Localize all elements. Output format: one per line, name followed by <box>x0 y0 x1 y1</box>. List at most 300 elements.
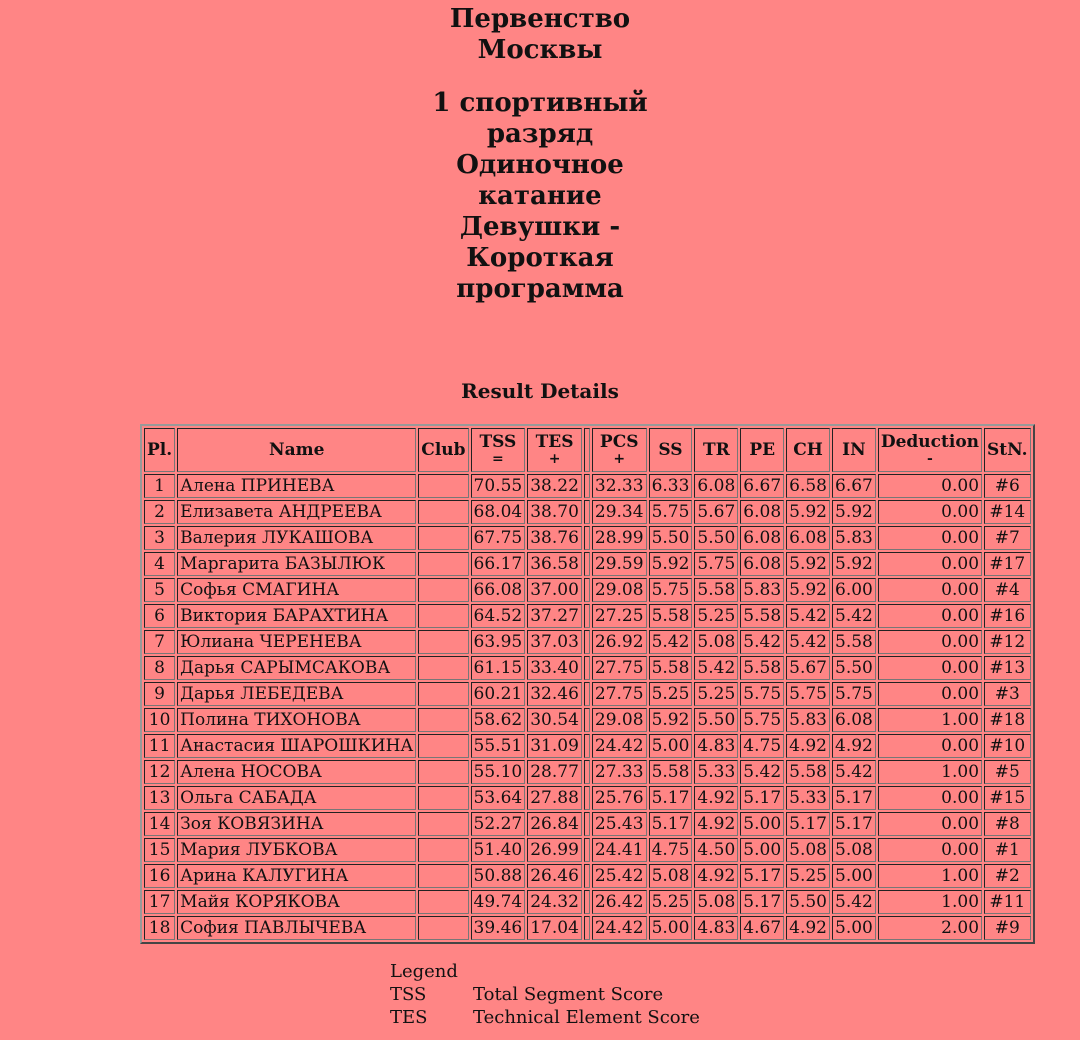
cell-in: 5.00 <box>832 864 876 888</box>
table-row <box>144 916 1031 940</box>
legend-item <box>390 983 700 1006</box>
table-row <box>144 734 1031 758</box>
cell-ch: 5.92 <box>786 578 830 602</box>
cell-pe: 5.17 <box>740 890 784 914</box>
cell-tr: 5.50 <box>694 526 738 550</box>
cell-ss: 5.25 <box>649 890 693 914</box>
table-header-row <box>144 428 1031 472</box>
col-header-tes <box>527 428 582 472</box>
cell-ch: 4.92 <box>786 734 830 758</box>
cell-pcs: 28.99 <box>592 526 647 550</box>
cell-place: 7 <box>144 630 175 654</box>
table-row <box>144 890 1031 914</box>
cell-start-number: #5 <box>984 760 1031 784</box>
col-header-tss <box>471 428 526 472</box>
cell-ss: 5.17 <box>649 786 693 810</box>
cell-in: 5.17 <box>832 786 876 810</box>
cell-start-number: #17 <box>984 552 1031 576</box>
cell-tr: 5.33 <box>694 760 738 784</box>
cell-tss: 68.04 <box>471 500 526 524</box>
cell-pcs: 29.08 <box>592 708 647 732</box>
cell-in: 6.08 <box>832 708 876 732</box>
cell-in: 5.83 <box>832 526 876 550</box>
legend-abbr: TSS <box>390 984 427 1005</box>
cell-tr: 4.92 <box>694 786 738 810</box>
table-row <box>144 630 1031 654</box>
cell-ch: 4.92 <box>786 916 830 940</box>
cell-pcs: 24.41 <box>592 838 647 862</box>
cell-spacer <box>584 734 590 758</box>
cell-pcs: 26.92 <box>592 630 647 654</box>
cell-place: 12 <box>144 760 175 784</box>
table-row <box>144 786 1031 810</box>
cell-tss: 53.64 <box>471 786 526 810</box>
cell-pe: 5.00 <box>740 812 784 836</box>
cell-spacer <box>584 916 590 940</box>
cell-spacer <box>584 708 590 732</box>
cell-ss: 5.50 <box>649 526 693 550</box>
col-header-pcs-operator: + <box>613 451 626 467</box>
cell-spacer <box>584 786 590 810</box>
cell-deduction: 1.00 <box>878 760 982 784</box>
cell-deduction: 0.00 <box>878 838 982 862</box>
cell-name: Виктория БАРАХТИНА <box>177 604 416 628</box>
results-body <box>144 474 1031 940</box>
cell-ch: 5.58 <box>786 760 830 784</box>
cell-club <box>418 552 468 576</box>
cell-club <box>418 656 468 680</box>
cell-pe: 6.08 <box>740 552 784 576</box>
cell-tss: 66.08 <box>471 578 526 602</box>
cell-in: 5.42 <box>832 604 876 628</box>
cell-place: 3 <box>144 526 175 550</box>
cell-pcs: 27.33 <box>592 760 647 784</box>
cell-tss: 52.27 <box>471 812 526 836</box>
cell-tss: 70.55 <box>471 474 526 498</box>
category-title: 1 спортивный разряд Одиночное катание Девушки - Короткая программа <box>432 88 648 304</box>
cell-pe: 5.17 <box>740 864 784 888</box>
cell-name: Софья СМАГИНА <box>177 578 416 602</box>
cell-club <box>418 890 468 914</box>
cell-pe: 5.75 <box>740 682 784 706</box>
cell-spacer <box>584 838 590 862</box>
col-header-deduction-label: Deduction <box>880 432 980 452</box>
cell-deduction: 2.00 <box>878 916 982 940</box>
cell-tes: 30.54 <box>527 708 582 732</box>
cell-place: 6 <box>144 604 175 628</box>
cell-tes: 37.27 <box>527 604 582 628</box>
cell-in: 5.92 <box>832 500 876 524</box>
cell-deduction: 0.00 <box>878 656 982 680</box>
cell-start-number: #14 <box>984 500 1031 524</box>
cell-tr: 5.75 <box>694 552 738 576</box>
col-header-tss-label: TSS <box>479 432 517 452</box>
cell-deduction: 0.00 <box>878 526 982 550</box>
legend-text: Total Segment Score <box>473 984 664 1005</box>
cell-pe: 5.42 <box>740 630 784 654</box>
cell-tes: 38.70 <box>527 500 582 524</box>
col-header-deduction <box>878 428 982 472</box>
col-header-deduction-operator: - <box>927 451 933 467</box>
cell-pcs: 27.75 <box>592 656 647 680</box>
col-header-spacer <box>584 428 590 472</box>
cell-spacer <box>584 682 590 706</box>
cell-tss: 67.75 <box>471 526 526 550</box>
cell-deduction: 1.00 <box>878 864 982 888</box>
table-row <box>144 838 1031 862</box>
cell-place: 4 <box>144 552 175 576</box>
cell-name: София ПАВЛЫЧЕВА <box>177 916 416 940</box>
cell-pcs: 25.42 <box>592 864 647 888</box>
cell-deduction: 1.00 <box>878 708 982 732</box>
cell-name: Арина КАЛУГИНА <box>177 864 416 888</box>
cell-pcs: 29.59 <box>592 552 647 576</box>
cell-start-number: #7 <box>984 526 1031 550</box>
cell-place: 11 <box>144 734 175 758</box>
cell-tr: 5.08 <box>694 630 738 654</box>
section-title: Result Details <box>461 379 619 403</box>
cell-deduction: 1.00 <box>878 890 982 914</box>
cell-club <box>418 708 468 732</box>
col-header-start-number: StN. <box>984 428 1031 472</box>
cell-ss: 6.33 <box>649 474 693 498</box>
table-row <box>144 526 1031 550</box>
cell-name: Майя КОРЯКОВА <box>177 890 416 914</box>
cell-deduction: 0.00 <box>878 578 982 602</box>
cell-place: 10 <box>144 708 175 732</box>
cell-tes: 33.40 <box>527 656 582 680</box>
cell-club <box>418 760 468 784</box>
cell-spacer <box>584 812 590 836</box>
cell-name: Дарья САРЫМСАКОВА <box>177 656 416 680</box>
cell-deduction: 0.00 <box>878 682 982 706</box>
cell-place: 9 <box>144 682 175 706</box>
cell-ss: 4.75 <box>649 838 693 862</box>
cell-spacer <box>584 500 590 524</box>
cell-name: Дарья ЛЕБЕДЕВА <box>177 682 416 706</box>
cell-tes: 38.22 <box>527 474 582 498</box>
cell-tes: 17.04 <box>527 916 582 940</box>
cell-name: Анастасия ШАРОШКИНА <box>177 734 416 758</box>
cell-start-number: #9 <box>984 916 1031 940</box>
legend-title: Legend <box>390 961 458 982</box>
col-header-tes-operator: + <box>548 451 561 467</box>
cell-name: Полина ТИХОНОВА <box>177 708 416 732</box>
cell-club <box>418 500 468 524</box>
cell-tr: 5.58 <box>694 578 738 602</box>
col-header-pcs <box>592 428 647 472</box>
cell-start-number: #3 <box>984 682 1031 706</box>
cell-tss: 58.62 <box>471 708 526 732</box>
cell-pcs: 25.43 <box>592 812 647 836</box>
cell-pe: 5.00 <box>740 838 784 862</box>
cell-place: 13 <box>144 786 175 810</box>
cell-ch: 5.33 <box>786 786 830 810</box>
cell-ss: 5.75 <box>649 500 693 524</box>
col-header-pcs-label: PCS <box>599 432 639 452</box>
cell-pe: 6.08 <box>740 526 784 550</box>
cell-tr: 5.42 <box>694 656 738 680</box>
col-header-pe: PE <box>740 428 784 472</box>
cell-in: 5.08 <box>832 838 876 862</box>
cell-in: 5.42 <box>832 760 876 784</box>
cell-pe: 5.42 <box>740 760 784 784</box>
cell-tes: 36.58 <box>527 552 582 576</box>
cell-pcs: 24.42 <box>592 916 647 940</box>
results-table <box>140 424 1035 944</box>
cell-name: Елизавета АНДРЕЕВА <box>177 500 416 524</box>
col-header-in: IN <box>832 428 876 472</box>
cell-ch: 5.25 <box>786 864 830 888</box>
cell-pcs: 26.42 <box>592 890 647 914</box>
cell-name: Валерия ЛУКАШОВА <box>177 526 416 550</box>
cell-pcs: 24.42 <box>592 734 647 758</box>
cell-tr: 4.92 <box>694 812 738 836</box>
cell-pe: 5.58 <box>740 656 784 680</box>
cell-start-number: #8 <box>984 812 1031 836</box>
cell-club <box>418 786 468 810</box>
cell-tes: 37.00 <box>527 578 582 602</box>
cell-ss: 5.08 <box>649 864 693 888</box>
cell-tr: 5.08 <box>694 890 738 914</box>
cell-place: 18 <box>144 916 175 940</box>
cell-tss: 51.40 <box>471 838 526 862</box>
cell-in: 5.42 <box>832 890 876 914</box>
cell-start-number: #2 <box>984 864 1031 888</box>
cell-tes: 38.76 <box>527 526 582 550</box>
cell-tr: 4.50 <box>694 838 738 862</box>
cell-place: 2 <box>144 500 175 524</box>
cell-pe: 5.58 <box>740 604 784 628</box>
cell-place: 8 <box>144 656 175 680</box>
cell-name: Зоя КОВЯЗИНА <box>177 812 416 836</box>
cell-name: Мария ЛУБКОВА <box>177 838 416 862</box>
cell-ch: 5.50 <box>786 890 830 914</box>
table-row <box>144 760 1031 784</box>
cell-club <box>418 604 468 628</box>
cell-tes: 28.77 <box>527 760 582 784</box>
cell-spacer <box>584 760 590 784</box>
cell-ss: 5.17 <box>649 812 693 836</box>
cell-in: 6.00 <box>832 578 876 602</box>
cell-deduction: 0.00 <box>878 786 982 810</box>
cell-ss: 5.92 <box>649 552 693 576</box>
cell-ss: 5.92 <box>649 708 693 732</box>
table-row <box>144 578 1031 602</box>
col-header-ss: SS <box>649 428 693 472</box>
cell-in: 5.75 <box>832 682 876 706</box>
cell-club <box>418 812 468 836</box>
cell-name: Юлиана ЧЕРЕНЕВА <box>177 630 416 654</box>
cell-place: 5 <box>144 578 175 602</box>
cell-ch: 5.67 <box>786 656 830 680</box>
cell-tr: 5.25 <box>694 604 738 628</box>
col-header-tes-label: TES <box>535 432 574 452</box>
cell-spacer <box>584 474 590 498</box>
cell-tss: 55.51 <box>471 734 526 758</box>
cell-ch: 6.58 <box>786 474 830 498</box>
cell-spacer <box>584 526 590 550</box>
cell-pcs: 25.76 <box>592 786 647 810</box>
cell-pcs: 29.08 <box>592 578 647 602</box>
cell-in: 5.17 <box>832 812 876 836</box>
cell-tes: 26.99 <box>527 838 582 862</box>
cell-in: 6.67 <box>832 474 876 498</box>
cell-club <box>418 916 468 940</box>
cell-start-number: #16 <box>984 604 1031 628</box>
cell-start-number: #18 <box>984 708 1031 732</box>
cell-spacer <box>584 890 590 914</box>
cell-ch: 6.08 <box>786 526 830 550</box>
cell-deduction: 0.00 <box>878 500 982 524</box>
cell-pe: 4.75 <box>740 734 784 758</box>
cell-ch: 5.75 <box>786 682 830 706</box>
cell-start-number: #11 <box>984 890 1031 914</box>
cell-ch: 5.42 <box>786 630 830 654</box>
cell-spacer <box>584 578 590 602</box>
cell-name: Алена ПРИНЕВА <box>177 474 416 498</box>
cell-tes: 31.09 <box>527 734 582 758</box>
cell-tes: 26.46 <box>527 864 582 888</box>
cell-tr: 6.08 <box>694 474 738 498</box>
event-title: Первенство Москвы <box>449 4 631 65</box>
cell-pe: 4.67 <box>740 916 784 940</box>
cell-name: Алена НОСОВА <box>177 760 416 784</box>
cell-ch: 5.17 <box>786 812 830 836</box>
cell-tss: 39.46 <box>471 916 526 940</box>
table-row <box>144 708 1031 732</box>
cell-place: 15 <box>144 838 175 862</box>
col-header-ch: CH <box>786 428 830 472</box>
table-row <box>144 474 1031 498</box>
cell-tr: 4.83 <box>694 734 738 758</box>
cell-spacer <box>584 630 590 654</box>
cell-tes: 27.88 <box>527 786 582 810</box>
cell-pcs: 27.75 <box>592 682 647 706</box>
cell-deduction: 0.00 <box>878 474 982 498</box>
cell-in: 4.92 <box>832 734 876 758</box>
cell-tes: 32.46 <box>527 682 582 706</box>
cell-ss: 5.25 <box>649 682 693 706</box>
cell-spacer <box>584 552 590 576</box>
cell-place: 16 <box>144 864 175 888</box>
cell-ch: 5.42 <box>786 604 830 628</box>
cell-place: 17 <box>144 890 175 914</box>
table-row <box>144 656 1031 680</box>
cell-tes: 24.32 <box>527 890 582 914</box>
cell-club <box>418 474 468 498</box>
col-header-tr: TR <box>694 428 738 472</box>
cell-tss: 49.74 <box>471 890 526 914</box>
col-header-name: Name <box>177 428 416 472</box>
cell-pcs: 27.25 <box>592 604 647 628</box>
cell-tss: 63.95 <box>471 630 526 654</box>
table-row <box>144 552 1031 576</box>
cell-in: 5.00 <box>832 916 876 940</box>
cell-in: 5.58 <box>832 630 876 654</box>
cell-tr: 5.67 <box>694 500 738 524</box>
cell-start-number: #13 <box>984 656 1031 680</box>
cell-ss: 5.00 <box>649 916 693 940</box>
cell-tr: 4.92 <box>694 864 738 888</box>
cell-start-number: #10 <box>984 734 1031 758</box>
cell-ch: 5.92 <box>786 500 830 524</box>
cell-pe: 5.17 <box>740 786 784 810</box>
cell-spacer <box>584 864 590 888</box>
cell-in: 5.50 <box>832 656 876 680</box>
cell-tes: 26.84 <box>527 812 582 836</box>
cell-start-number: #4 <box>984 578 1031 602</box>
cell-pe: 6.67 <box>740 474 784 498</box>
legend <box>390 960 700 1029</box>
table-row <box>144 500 1031 524</box>
cell-ss: 5.58 <box>649 604 693 628</box>
cell-name: Ольга САБАДА <box>177 786 416 810</box>
cell-club <box>418 682 468 706</box>
cell-deduction: 0.00 <box>878 630 982 654</box>
table-row <box>144 864 1031 888</box>
cell-deduction: 0.00 <box>878 734 982 758</box>
cell-club <box>418 734 468 758</box>
cell-tr: 5.25 <box>694 682 738 706</box>
cell-pe: 5.75 <box>740 708 784 732</box>
cell-tss: 64.52 <box>471 604 526 628</box>
cell-name: Маргарита БАЗЫЛЮК <box>177 552 416 576</box>
legend-text: Technical Element Score <box>473 1007 700 1028</box>
col-header-club: Club <box>418 428 468 472</box>
cell-pcs: 29.34 <box>592 500 647 524</box>
cell-ss: 5.58 <box>649 656 693 680</box>
cell-ss: 5.75 <box>649 578 693 602</box>
cell-tss: 50.88 <box>471 864 526 888</box>
cell-tr: 5.50 <box>694 708 738 732</box>
cell-ch: 5.83 <box>786 708 830 732</box>
cell-start-number: #1 <box>984 838 1031 862</box>
cell-ch: 5.08 <box>786 838 830 862</box>
cell-ss: 5.42 <box>649 630 693 654</box>
table-row <box>144 682 1031 706</box>
col-header-place: Pl. <box>144 428 175 472</box>
cell-in: 5.92 <box>832 552 876 576</box>
cell-ss: 5.00 <box>649 734 693 758</box>
cell-start-number: #15 <box>984 786 1031 810</box>
cell-pe: 6.08 <box>740 500 784 524</box>
cell-tss: 60.21 <box>471 682 526 706</box>
cell-tss: 55.10 <box>471 760 526 784</box>
table-row <box>144 812 1031 836</box>
cell-club <box>418 578 468 602</box>
legend-item <box>390 1006 700 1029</box>
legend-abbr: TES <box>390 1007 428 1028</box>
cell-deduction: 0.00 <box>878 604 982 628</box>
cell-tes: 37.03 <box>527 630 582 654</box>
cell-ss: 5.58 <box>649 760 693 784</box>
cell-deduction: 0.00 <box>878 552 982 576</box>
col-header-tss-operator: = <box>492 451 504 467</box>
cell-club <box>418 526 468 550</box>
cell-club <box>418 630 468 654</box>
cell-tss: 66.17 <box>471 552 526 576</box>
cell-tss: 61.15 <box>471 656 526 680</box>
cell-pcs: 32.33 <box>592 474 647 498</box>
cell-club <box>418 838 468 862</box>
cell-place: 1 <box>144 474 175 498</box>
cell-spacer <box>584 604 590 628</box>
cell-tr: 4.83 <box>694 916 738 940</box>
table-row <box>144 604 1031 628</box>
cell-place: 14 <box>144 812 175 836</box>
cell-start-number: #12 <box>984 630 1031 654</box>
